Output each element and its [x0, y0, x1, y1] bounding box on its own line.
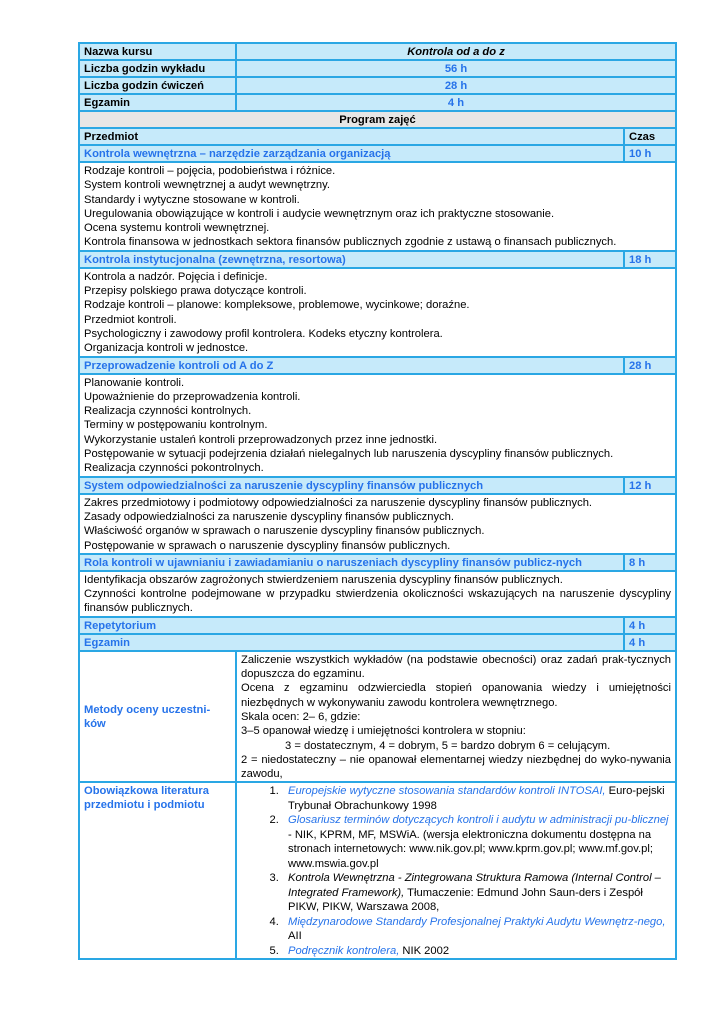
section-body — [79, 162, 676, 251]
exam-row — [79, 634, 676, 651]
exercise-hours-row — [79, 77, 676, 94]
section-line: Kontrola a nadzór. Pojęcia i definicje. — [84, 270, 268, 283]
literature-details: NIK 2002 — [399, 944, 450, 957]
section-line: Postępowanie w sytuacji podejrzenia działań nielegalnych lub naruszenia dyscypliny finansów publicznych. — [84, 448, 614, 461]
section-line: Przepisy polskiego prawa dotyczące kontroli. — [84, 285, 307, 298]
methods-line: 2 = niedostateczny – nie opanował elementarnej wiedzy niezbędnej do wyko-nywania zawodu, — [241, 753, 672, 781]
literature-item — [282, 784, 671, 813]
section-title-row — [79, 357, 676, 374]
section-line: Zakres przedmiotowy i podmiotowy odpowiedzialności za naruszenie dyscypliny finansów publicznych. — [84, 496, 593, 509]
methods-line: Zaliczenie wszystkich wykładów (na podstawie obecności) oraz zadań prak-tycznych dopuszcza do egzaminu. — [241, 653, 672, 681]
section-time: 12 h — [624, 477, 676, 494]
literature-item — [282, 915, 671, 944]
exam-time: 4 h — [624, 634, 676, 651]
methods-label: Metody oceny uczestni-ków — [79, 651, 236, 783]
section-line: Przedmiot kontroli. — [84, 313, 177, 326]
revision-row — [79, 617, 676, 634]
lecture-hours-row — [79, 60, 676, 77]
section-body-row — [79, 494, 676, 554]
lecture-hours-value: 56 h — [236, 60, 676, 77]
literature-list — [241, 784, 671, 958]
exam-hours-label: Egzamin — [79, 94, 236, 111]
literature-row — [79, 782, 676, 959]
literature-details: - NIK, KPRM, MF, MSWiA. (wersja elektroniczna dokumentu dostępna na stronach internetowych: www.nik.gov.pl; www.kprm.gov.pl; www.mf.gov.pl; www.mswia.gov.pl — [288, 828, 653, 870]
section-line: Realizacja czynności pokontrolnych. — [84, 462, 264, 475]
section-line: Rodzaje kontroli – pojęcia, podobieństwa i różnice. — [84, 165, 336, 177]
exam-hours-value: 4 h — [236, 94, 676, 111]
section-body — [79, 268, 676, 357]
section-title-row — [79, 251, 676, 268]
methods-line: 3–5 opanował wiedzę i umiejętności kontrolera w stopniu: — [241, 725, 526, 738]
methods-line: 3 = dostatecznym, 4 = dobrym, 5 = bardzo dobrym 6 = celującym. — [285, 739, 611, 752]
methods-row — [79, 651, 676, 783]
methods-body — [236, 651, 676, 783]
literature-title[interactable]: Glosariusz terminów dotyczących kontroli i audytu w administracji pu-blicznej — [288, 814, 669, 827]
section-line: System kontroli wewnętrznej a audyt wewnętrzny. — [84, 179, 331, 192]
section-line: Psychologiczny i zawodowy profil kontrolera. Kodeks etyczny kontrolera. — [84, 327, 443, 340]
section-title: Rola kontroli w ujawnianiu i zawiadamianiu o naruszeniach dyscypliny finansów publicz-nych — [79, 554, 624, 571]
literature-title: Kontrola Wewnętrzna - Zintegrowana Struktura Ramowa (Internal Control – Integrated Framework), — [288, 872, 661, 899]
section-line: Wykorzystanie ustaleń kontroli przeprowadzonych przez inne jednostki. — [84, 433, 438, 446]
section-title: Kontrola wewnętrzna – narzędzie zarządzania organizacją — [79, 145, 624, 162]
literature-details: AII — [288, 930, 302, 943]
program-header-row — [79, 128, 676, 145]
section-line: Terminy w postępowaniu kontrolnym. — [84, 419, 268, 432]
section-line: Postępowanie w sprawach o naruszenie dyscypliny finansów publicznych. — [84, 539, 451, 552]
time-column-header: Czas — [624, 128, 676, 145]
exercise-hours-value: 28 h — [236, 77, 676, 94]
section-body — [79, 571, 676, 617]
literature-item — [282, 944, 671, 959]
section-body-row — [79, 268, 676, 357]
section-time: 8 h — [624, 554, 676, 571]
section-line: Realizacja czynności kontrolnych. — [84, 405, 252, 418]
section-line: Identyfikacja obszarów zagrożonych stwierdzeniem naruszenia dyscypliny finansów publicznych. — [84, 573, 563, 586]
section-body-row — [79, 571, 676, 617]
section-time: 18 h — [624, 251, 676, 268]
section-title: System odpowiedzialności za naruszenie dyscypliny finansów publicznych — [79, 477, 624, 494]
literature-item — [282, 813, 671, 871]
revision-title: Repetytorium — [79, 617, 624, 634]
section-body-row — [79, 162, 676, 251]
literature-item — [282, 871, 671, 915]
literature-label: Obowiązkowa literatura przedmiotu i podmiotu — [79, 782, 236, 959]
section-line: Ocena systemu kontroli wewnętrznej. — [84, 222, 270, 235]
methods-line: Skala ocen: 2– 6, gdzie: — [241, 710, 361, 723]
course-name-label: Nazwa kursu — [79, 43, 236, 60]
exam-title: Egzamin — [79, 634, 624, 651]
section-line: Zasady odpowiedzialności za naruszenie dyscypliny finansów publicznych. — [84, 510, 455, 523]
literature-title[interactable]: Europejskie wytyczne stosowania standardów kontroli INTOSAI, — [288, 785, 606, 798]
lecture-hours-label: Liczba godzin wykładu — [79, 60, 236, 77]
section-body — [79, 374, 676, 477]
program-title-row — [79, 111, 676, 128]
section-title-row — [79, 477, 676, 494]
section-body — [79, 494, 676, 554]
section-title: Kontrola instytucjonalna (zewnętrzna, resortowa) — [79, 251, 624, 268]
section-line: Kontrola finansowa w jednostkach sektora finansów publicznych zgodnie z ustawą o finansach publicznych. — [84, 236, 617, 249]
literature-title[interactable]: Podręcznik kontrolera, — [288, 944, 400, 957]
program-title: Program zajęć — [79, 111, 676, 128]
section-line: Rodzaje kontroli – planowe: kompleksowe, problemowe, wycinkowe; doraźne. — [84, 299, 470, 312]
subject-column-header: Przedmiot — [79, 128, 624, 145]
course-document — [78, 42, 675, 960]
course-name-value: Kontrola od a do z — [236, 43, 676, 60]
section-line: Czynności kontrolne podejmowane w przypadku stwierdzenia okoliczności wskazujących na naruszenie dyscypliny finansów publicznych. — [84, 588, 672, 615]
section-line: Upoważnienie do przeprowadzenia kontroli. — [84, 390, 301, 403]
exam-hours-row — [79, 94, 676, 111]
course-name-row — [79, 43, 676, 60]
revision-time: 4 h — [624, 617, 676, 634]
section-time: 10 h — [624, 145, 676, 162]
methods-line: Ocena z egzaminu odzwierciedla stopień opanowania wiedzy i umiejętności niezbędnych w wykonywaniu zawodu kontrolera wewnętrznego. — [241, 682, 672, 709]
section-line: Standardy i wytyczne stosowane w kontroli. — [84, 193, 300, 206]
section-title-row — [79, 145, 676, 162]
section-line: Uregulowania obowiązujące w kontroli i audycie wewnętrznym oraz ich praktyczne stosowanie. — [84, 207, 555, 220]
section-line: Właściwość organów w sprawach o naruszenie dyscypliny finansów publicznych. — [84, 525, 485, 538]
exercise-hours-label: Liczba godzin ćwiczeń — [79, 77, 236, 94]
section-title-row — [79, 554, 676, 571]
section-line: Organizacja kontroli w jednostce. — [84, 342, 249, 355]
section-line: Planowanie kontroli. — [84, 376, 185, 389]
literature-details: Euro-pejski Trybunał Obrachunkowy 1998 — [288, 785, 665, 812]
section-time: 28 h — [624, 357, 676, 374]
section-title: Przeprowadzenie kontroli od A do Z — [79, 357, 624, 374]
literature-title[interactable]: Międzynarodowe Standardy Profesjonalnej Praktyki Audytu Wewnętrz-nego, — [288, 915, 666, 928]
section-body-row — [79, 374, 676, 477]
literature-details: Tłumaczenie: Edmund John Saun-ders i Zespół PIKW, PIKW, Warszawa 2008, — [288, 886, 643, 914]
literature-body — [236, 782, 676, 959]
course-table — [78, 42, 677, 960]
